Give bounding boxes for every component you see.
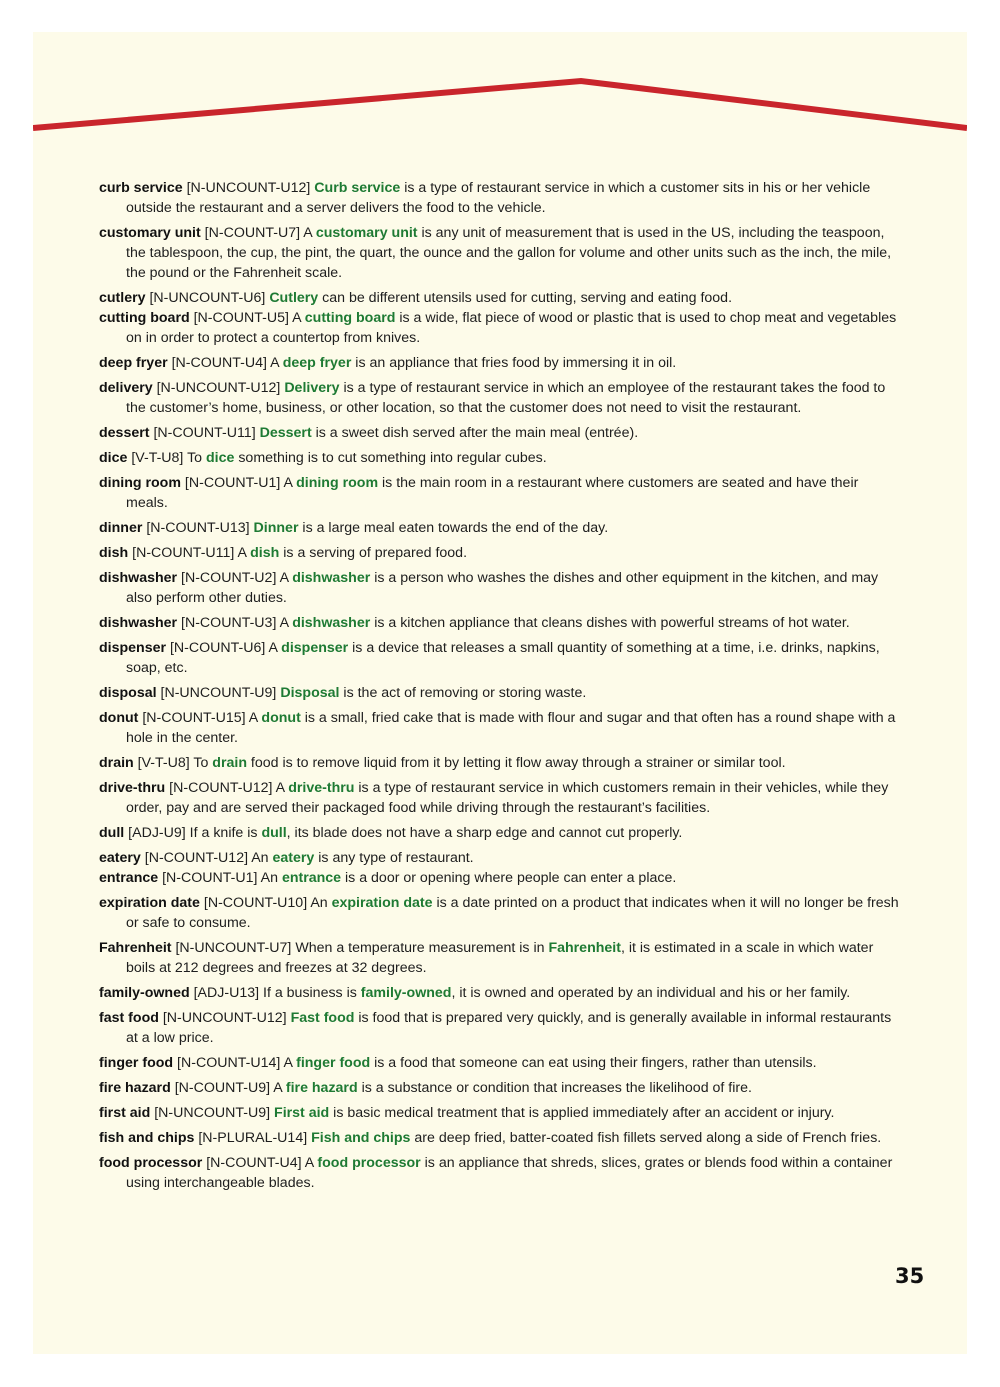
entry-definition: is an appliance that fries food by immersing it in oil.: [351, 355, 677, 371]
entry-definition-lead: A: [248, 710, 262, 726]
entry-definition-lead: To: [193, 755, 213, 771]
entry-tag: [N-UNCOUNT-U9]: [160, 685, 277, 701]
entry-headword: curb service: [99, 180, 183, 196]
entry-term: customary unit: [315, 225, 418, 241]
entry-headword: first aid: [99, 1105, 151, 1121]
entry-term: family-owned: [360, 985, 452, 1001]
entry-term: finger food: [296, 1055, 371, 1071]
glossary-entry: [99, 778, 899, 818]
entry-definition: something is to cut something into regular cubes.: [234, 450, 547, 466]
entry-term: entrance: [281, 870, 342, 886]
entry-tag: [N-COUNT-U5]: [193, 310, 289, 326]
entry-tag: [N-COUNT-U12]: [169, 780, 273, 796]
glossary-entry: [99, 1128, 899, 1148]
entry-headword: dishwasher: [99, 615, 178, 631]
entry-tag: [N-COUNT-U4]: [171, 355, 267, 371]
entry-definition-lead: A: [279, 570, 293, 586]
page-number: 35: [895, 1264, 925, 1288]
page: [33, 32, 967, 1354]
entry-headword: dish: [99, 545, 129, 561]
entry-definition: is a kitchen appliance that cleans dishes with powerful streams of hot water.: [370, 615, 850, 631]
entry-definition-lead: To: [187, 450, 206, 466]
entry-definition: is a small, fried cake that is made with flour and sugar and that often has a round shape with a hole in the center.: [126, 710, 896, 746]
entry-definition-lead: An: [310, 895, 332, 911]
glossary-entry: [99, 1153, 899, 1193]
entry-term: dishwasher: [292, 615, 371, 631]
entry-term: Dinner: [253, 520, 299, 536]
entry-definition: is a serving of prepared food.: [279, 545, 468, 561]
entry-tag: [N-UNCOUNT-U9]: [154, 1105, 271, 1121]
entry-definition: is a type of restaurant service in which a customer sits in his or her vehicle outside the restaurant and a server delivers the food to the vehicle.: [126, 180, 871, 216]
entry-tag: [N-COUNT-U4]: [206, 1155, 302, 1171]
entry-definition: is the act of removing or storing waste.: [339, 685, 587, 701]
entry-headword: food processor: [99, 1155, 203, 1171]
entry-term: food processor: [317, 1155, 421, 1171]
entry-term: donut: [261, 710, 301, 726]
entry-definition: are deep fried, batter-coated fish fillets served along a side of French fries.: [410, 1130, 882, 1146]
entry-headword: fish and chips: [99, 1130, 195, 1146]
glossary-entry: [99, 1053, 899, 1073]
entry-headword: fast food: [99, 1010, 159, 1026]
entry-tag: [N-COUNT-U14]: [177, 1055, 281, 1071]
entry-tag: [N-COUNT-U2]: [181, 570, 277, 586]
glossary-entry: [99, 823, 899, 843]
entry-tag: [N-COUNT-U1]: [184, 475, 281, 491]
entry-term: Disposal: [280, 685, 340, 701]
entry-definition: is a substance or condition that increases the likelihood of fire.: [357, 1080, 752, 1096]
entry-definition-lead: If a business is: [263, 985, 361, 1001]
entry-tag: [N-COUNT-U7]: [204, 225, 301, 241]
glossary-entry: [99, 868, 899, 888]
entry-headword: delivery: [99, 380, 153, 396]
glossary-entry: [99, 518, 899, 538]
entry-tag: [ADJ-U9]: [128, 825, 186, 841]
glossary-entry: [99, 288, 899, 308]
entry-definition: food is to remove liquid from it by letting it flow away through a strainer or similar tool.: [246, 755, 786, 771]
glossary-entry: [99, 568, 899, 608]
entry-definition: is a type of restaurant service in which customers remain in their vehicles, while they order, pay and are served their packaged food while driving through the restaurant’s facilities.: [126, 780, 889, 816]
glossary-entry: [99, 473, 899, 513]
entry-headword: deep fryer: [99, 355, 168, 371]
entry-tag: [N-COUNT-U12]: [144, 850, 249, 866]
entry-definition: , it is owned and operated by an individual and his or her family.: [451, 985, 851, 1001]
entry-tag: [N-COUNT-U1]: [162, 870, 258, 886]
entry-tag: [N-COUNT-U11]: [153, 425, 256, 441]
entry-term: dice: [206, 450, 235, 466]
entry-headword: dice: [99, 450, 128, 466]
glossary-entry: [99, 638, 899, 678]
entry-tag: [V-T-U8]: [131, 450, 184, 466]
entry-headword: drain: [99, 755, 134, 771]
entry-term: drain: [212, 755, 247, 771]
entry-term: dull: [261, 825, 287, 841]
entry-term: Curb service: [314, 180, 401, 196]
entry-headword: customary unit: [99, 225, 201, 241]
entry-definition-lead: An: [260, 870, 282, 886]
entry-definition: can be different utensils used for cutting, serving and eating food.: [318, 290, 733, 306]
entry-term: Dessert: [259, 425, 312, 441]
entry-definition: is food that is prepared very quickly, and is generally available in informal restaurants at a low price.: [126, 1010, 892, 1046]
entry-headword: donut: [99, 710, 139, 726]
glossary-entry: [99, 178, 899, 218]
glossary-entry: [99, 353, 899, 373]
entry-definition: is an appliance that shreds, slices, grates or blends food within a container using interchangeable blades.: [126, 1155, 893, 1191]
entry-headword: disposal: [99, 685, 157, 701]
glossary-entry: [99, 1008, 899, 1048]
entry-definition: is any type of restaurant.: [314, 850, 474, 866]
entry-term: dispenser: [281, 640, 349, 656]
glossary-entry: [99, 223, 899, 283]
entry-definition-lead: A: [303, 225, 316, 241]
entry-headword: drive-thru: [99, 780, 166, 796]
glossary-entries: [99, 178, 899, 1198]
entry-definition: , it is estimated in a scale in which water boils at 212 degrees and freezes at 32 degrees.: [126, 940, 874, 976]
entry-headword: dispenser: [99, 640, 167, 656]
glossary-entry: [99, 1103, 899, 1123]
entry-tag: [N-UNCOUNT-U12]: [156, 380, 281, 396]
entry-headword: dull: [99, 825, 125, 841]
entry-tag: [N-COUNT-U10]: [203, 895, 308, 911]
entry-term: cutting board: [304, 310, 396, 326]
glossary-entry: [99, 938, 899, 978]
entry-tag: [N-COUNT-U13]: [146, 520, 250, 536]
entry-definition-lead: A: [273, 1080, 286, 1096]
entry-headword: dining room: [99, 475, 181, 491]
entry-definition: is a sweet dish served after the main meal (entrée).: [311, 425, 639, 441]
entry-term: dish: [250, 545, 280, 561]
entry-term: expiration date: [331, 895, 433, 911]
entry-definition-lead: A: [279, 615, 293, 631]
glossary-entry: [99, 423, 899, 443]
glossary-entry: [99, 893, 899, 933]
entry-term: Delivery: [284, 380, 340, 396]
entry-headword: dishwasher: [99, 570, 178, 586]
glossary-entry: [99, 708, 899, 748]
entry-definition-lead: A: [283, 475, 297, 491]
entry-term: dishwasher: [292, 570, 371, 586]
entry-tag: [N-UNCOUNT-U12]: [186, 180, 311, 196]
entry-headword: family-owned: [99, 985, 190, 1001]
entry-tag: [ADJ-U13]: [193, 985, 260, 1001]
glossary-entry: [99, 543, 899, 563]
entry-definition: is basic medical treatment that is applied immediately after an accident or injury.: [329, 1105, 835, 1121]
entry-tag: [N-PLURAL-U14]: [198, 1130, 308, 1146]
entry-tag: [N-COUNT-U9]: [174, 1080, 271, 1096]
glossary-entry: [99, 448, 899, 468]
glossary-entry: [99, 308, 899, 348]
glossary-entry: [99, 378, 899, 418]
entry-tag: [N-COUNT-U11]: [132, 545, 235, 561]
entry-term: drive-thru: [288, 780, 355, 796]
entry-term: fire hazard: [285, 1080, 358, 1096]
glossary-entry: [99, 983, 899, 1003]
entry-definition: is any unit of measurement that is used in the US, including the teaspoon, the tablespoon, the cup, the pint, the quart, the ounce and the gallon for volume and other units such as the inch, the mile, the pound or the Fahrenheit scale.: [126, 225, 892, 281]
entry-headword: dinner: [99, 520, 143, 536]
entry-tag: [N-COUNT-U3]: [181, 615, 277, 631]
entry-tag: [N-UNCOUNT-U12]: [162, 1010, 287, 1026]
entry-headword: cutlery: [99, 290, 146, 306]
entry-term: Fast food: [290, 1010, 355, 1026]
entry-headword: dessert: [99, 425, 150, 441]
glossary-entry: [99, 613, 899, 633]
entry-tag: [N-COUNT-U6]: [169, 640, 266, 656]
entry-definition: is a device that releases a small quantity of something at a time, i.e. drinks, napkins, soap, etc.: [126, 640, 880, 676]
entry-headword: Fahrenheit: [99, 940, 172, 956]
entry-headword: cutting board: [99, 310, 190, 326]
entry-tag: [N-COUNT-U15]: [142, 710, 246, 726]
entry-definition: is a food that someone can eat using their fingers, rather than utensils.: [370, 1055, 817, 1071]
entry-definition: is a door or opening where people can enter a place.: [341, 870, 677, 886]
entry-term: deep fryer: [282, 355, 352, 371]
entry-definition: is the main room in a restaurant where customers are seated and have their meals.: [126, 475, 859, 511]
entry-tag: [N-UNCOUNT-U7]: [175, 940, 292, 956]
entry-term: eatery: [272, 850, 315, 866]
entry-definition: is a large meal eaten towards the end of the day.: [298, 520, 609, 536]
entry-definition-lead: A: [237, 545, 251, 561]
entry-term: Fish and chips: [311, 1130, 411, 1146]
entry-definition: is a type of restaurant service in which an employee of the restaurant takes the food to the customer’s home, business, or other location, so that the customer does not need to visit the restaurant.: [126, 380, 886, 416]
entry-definition-lead: A: [304, 1155, 318, 1171]
entry-headword: finger food: [99, 1055, 174, 1071]
entry-term: dining room: [296, 475, 379, 491]
entry-definition-lead: When a temperature measurement is in: [295, 940, 549, 956]
entry-definition-lead: An: [251, 850, 273, 866]
glossary-entry: [99, 1078, 899, 1098]
glossary-entry: [99, 683, 899, 703]
entry-definition: , its blade does not have a sharp edge and cannot cut properly.: [286, 825, 683, 841]
entry-definition-lead: A: [292, 310, 305, 326]
entry-definition: is a date printed on a product that indicates when it will no longer be fresh or safe to consume.: [126, 895, 899, 931]
entry-definition-lead: A: [283, 1055, 297, 1071]
entry-definition-lead: A: [268, 640, 282, 656]
entry-tag: [V-T-U8]: [137, 755, 190, 771]
entry-term: Cutlery: [269, 290, 319, 306]
entry-headword: fire hazard: [99, 1080, 171, 1096]
entry-definition-lead: A: [270, 355, 283, 371]
entry-headword: eatery: [99, 850, 141, 866]
entry-tag: [N-UNCOUNT-U6]: [149, 290, 266, 306]
roof-banner-decoration: [33, 32, 967, 152]
entry-term: Fahrenheit: [548, 940, 621, 956]
entry-term: First aid: [274, 1105, 330, 1121]
entry-definition-lead: If a knife is: [189, 825, 262, 841]
glossary-entry: [99, 848, 899, 868]
roof-line: [33, 81, 967, 128]
entry-definition-lead: A: [275, 780, 289, 796]
entry-definition: is a person who washes the dishes and other equipment in the kitchen, and may also perform other duties.: [126, 570, 879, 606]
entry-headword: expiration date: [99, 895, 200, 911]
entry-headword: entrance: [99, 870, 159, 886]
entry-definition: is a wide, flat piece of wood or plastic that is used to chop meat and vegetables on in order to protect a countertop from knives.: [126, 310, 897, 346]
glossary-entry: [99, 753, 899, 773]
